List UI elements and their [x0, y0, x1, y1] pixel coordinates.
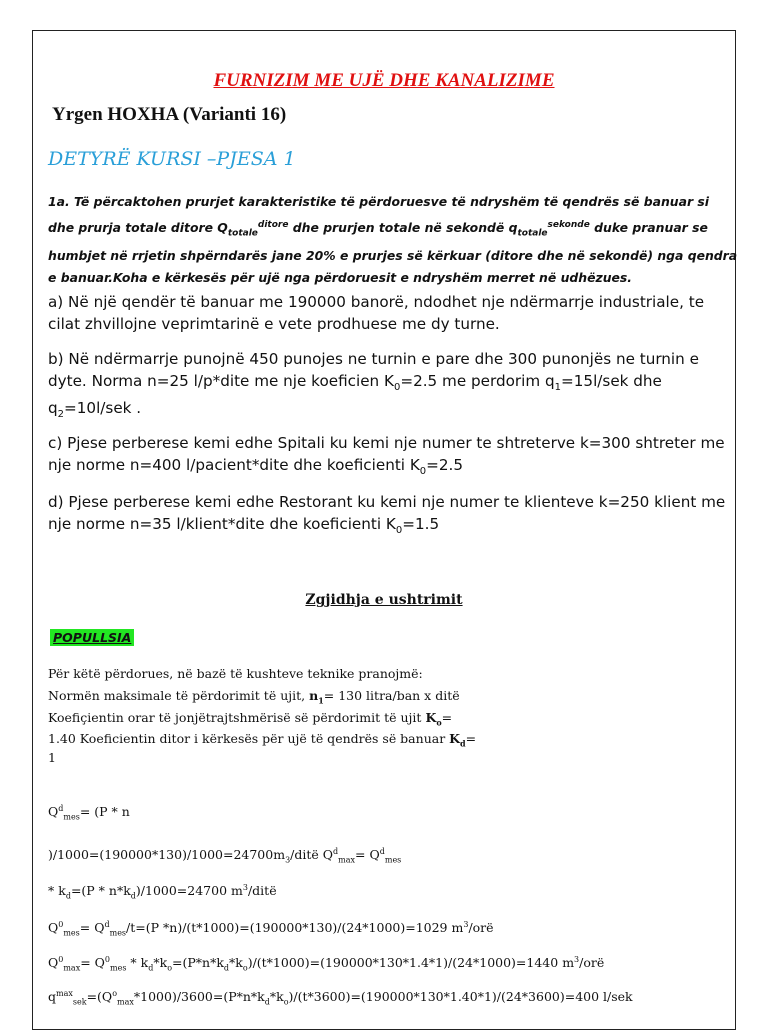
formula-q0-mes: $Q^0_{mes}= Q^d_{mes}/t=(P$ *n)/(t*1000)=(190000*130)/(24*1000)=1029 $m^3$/orë — [48, 920, 494, 938]
formula-q-max-sek: $q^{max}_{sek}=(Q^o_{max}*1000)/3600=(P*n*k_d*k_o)/(t*3600)=(190000*130*1.40*1)/(24*3600)=400$ l/sek — [48, 989, 633, 1007]
paragraph-c: c) Pjese perberese kemi edhe Spitali ku kemi nje numer te shtreterve k=300 shtreter me nje norme n=400 l/pacient*dite dhe koeficienti $K_0=2.5$ — [48, 434, 725, 477]
popullsia-label: POPULLSIA — [50, 629, 134, 646]
formula-kd: * $k_d=(P * n*k_d)/1000=24700$ $m^3$/ditë — [48, 883, 277, 901]
solution-heading: Zgjidhja e ushtrimit — [305, 592, 463, 608]
paragraph-b: b) Në ndërmarrje punojnë 450 punojes ne turnin e pare dhe 300 punonjës ne turnin e dyte. Norma n=25 l/p*dite me nje koeficien $K_0=2.5$ me perdorim $q_1=15l$/sek dhe $q_2=10l$/sek . — [48, 350, 699, 421]
ko-line: Koefiçientin orar të jonjëtrajtshmërisë së përdorimit të ujit $K_o=$ — [48, 710, 453, 728]
author-line: Yrgen HOXHA (Varianti 16) — [52, 104, 287, 125]
formula-q-mes: $Q^d_{mes}= (P * n$ — [48, 804, 130, 822]
section-heading: DETYRË KURSI –PJESA 1 — [48, 148, 296, 170]
paragraph-d: d) Pjese perberese kemi edhe Restorant ku kemi nje numer te klienteve k=250 klient me nje norme n=35 l/klient*dite dhe koeficienti $K_0=1.5$ — [48, 493, 726, 536]
intro-line: Për këtë përdorues, në bazë të kushteve teknike pranojmë: — [48, 666, 423, 681]
formula-q0-max: $Q^0_{max}= Q^0_{mes} * k_d*k_o=(P*n*k_d*k_o)/(t*1000)=(190000*130*1.4*1)/(24*1000)=1440$ $m^3$/orë — [48, 955, 605, 973]
kd-line: 1.40 Koeficientin ditor i kërkesës për ujë të qendrës së banuar $K_d=$ — [48, 731, 477, 749]
norm-line: Normën maksimale të përdorimit të ujit, $n_1= 130$ litra/ban x ditë — [48, 688, 460, 706]
kd-value: 1 — [48, 750, 56, 765]
document-title: FURNIZIM ME UJË DHE KANALIZIME — [213, 70, 555, 91]
paragraph-a: a) Në një qendër të banuar me 190000 banorë, ndodhet nje ndërmarrje industriale, te cilat zhvillojne veprimtarinë e vete prodhuese me dy turne. — [48, 293, 705, 333]
formula-q-max: )$/1000=(190000*130)/1000=24700m_3$/ditë $Q^d_{max}= Q^d_{mes}$ — [48, 847, 402, 865]
task-description: 1a. Të përcaktohen prurjet karakteristike të përdoruesve të ndryshëm të qendrës së banuar si dhe prurja totale ditore $Q_{totale}^{ditore}$ dhe prurjen totale në sekondë $q_{totale}^{sekonde}$ duke pranuar se humbjet në rrjetin shpërndarës jane 20% e prurjes së kërkuar (ditore dhe në sekondë) nga qendra e banuar.Koha e kërkesës për ujë nga përdoruesit e ndryshëm merret në udhëzues. — [48, 194, 738, 286]
